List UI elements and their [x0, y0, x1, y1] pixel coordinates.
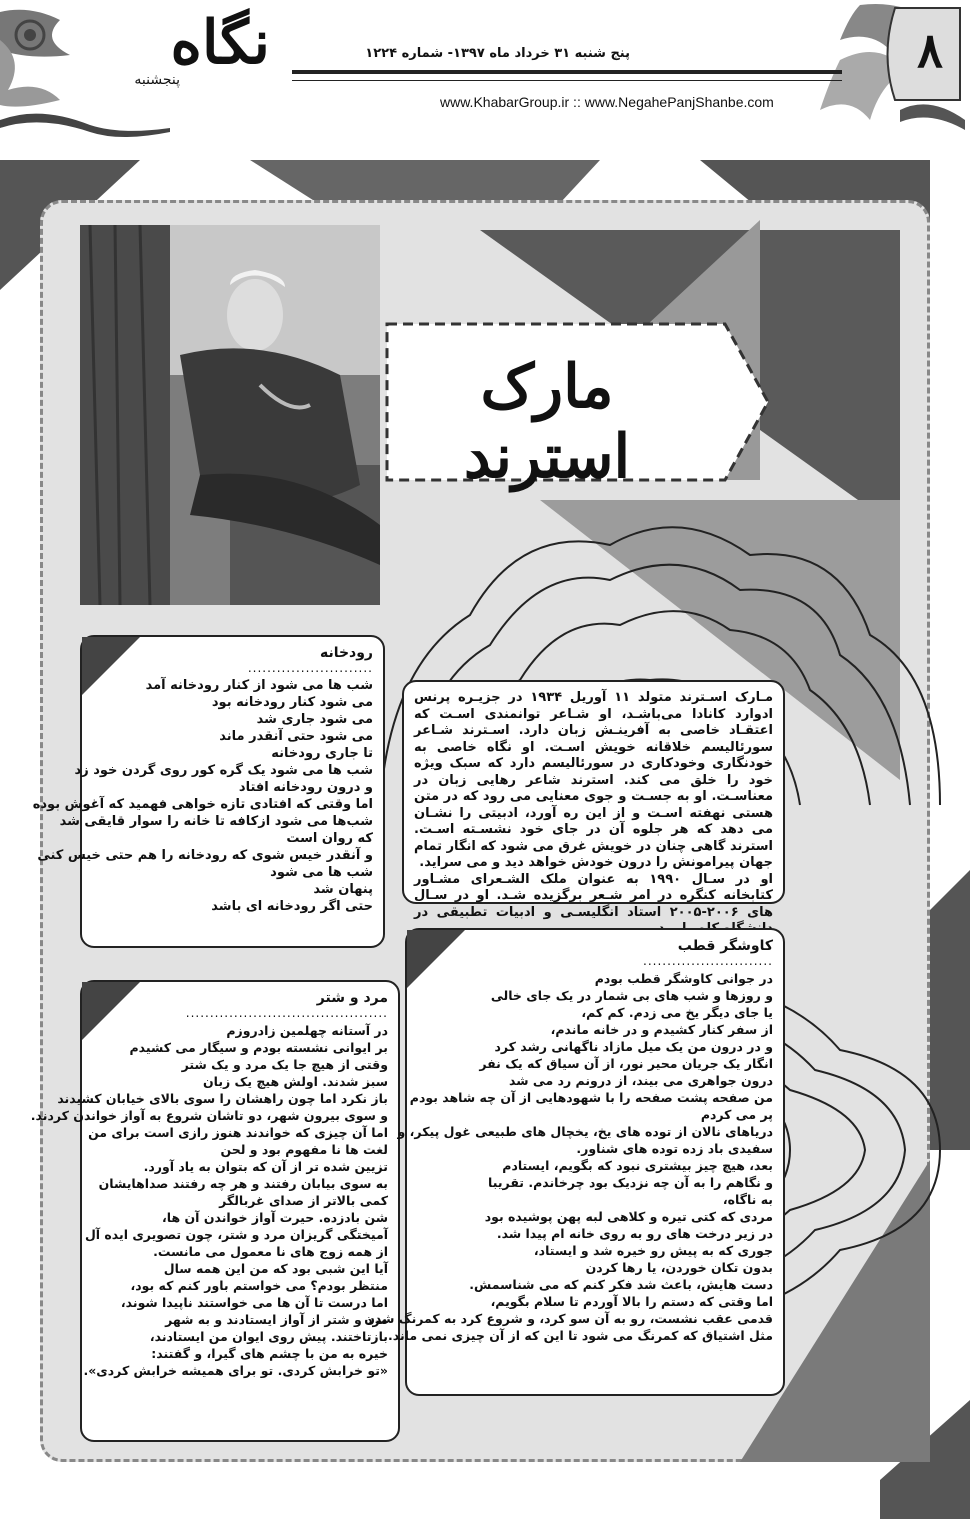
poem-line: شب ها می شود: [270, 865, 373, 880]
poem-line: شن بادزده. حیرت آواز خواندن آن ها،: [162, 1210, 388, 1225]
poem-line: و سوی بیرون شهر، دو تاشان شروع به آواز خواندن کردند.: [30, 1108, 388, 1123]
poem-line: و روزها و شب های بی شمار در یک جای خالی: [490, 988, 773, 1003]
header-rule: [292, 70, 842, 74]
corner-ornament: [407, 930, 467, 990]
poem-line: لغت ها نا مفهوم بود و لحن: [220, 1142, 388, 1157]
poem-divider: ...........................: [643, 954, 773, 968]
poem-line: بعد، هیچ چیز بیشتری نبود که بگویم، ایستادم: [502, 1158, 773, 1173]
poem-line: و درون رودخانه افتاد: [238, 780, 373, 795]
poem-line: به سوی بیابان رفتند و هر چه رفتند صداهایشان: [98, 1176, 388, 1191]
poem-line: باز نکرد اما چون راهشان را سوی بالای خیابان کشیدند: [57, 1091, 388, 1106]
poem-line: «تو خرابش کردی. تو برای همیشه خرابش کردی».: [83, 1363, 388, 1378]
poem-line: بازتاختند. پیش روی ایوان من ایستادند،: [149, 1329, 388, 1344]
poem-line: وقتی از هیچ جا یک مرد و یک شتر: [181, 1057, 388, 1072]
poem-box-river: [32, 635, 385, 948]
poem-line: و نگاهم را به آن چه نزدیک بود چرخاندم. تقریبا: [488, 1175, 773, 1190]
biography-box: [402, 680, 785, 920]
poem-line: پنهان شد: [313, 882, 373, 897]
poem-line: خیره به من با چشم های گیرا، و گفتند:: [151, 1346, 388, 1361]
poem-line: در زیر درخت های رو به روی خانه ام پیدا شد.: [496, 1226, 773, 1241]
poem-line: بر ایوانی نشسته بودم و سیگار می کشیدم: [129, 1040, 388, 1055]
article-title: مارک استرند: [463, 352, 631, 492]
poem-line: شب ها می شود از کنار رودخانه آمد: [145, 678, 373, 693]
bio-paragraph-2: او در سـال ۱۹۹۰ به عنوان ملک الشـعرای مشـاور کتابخانه کنگره در امر شـعر برگزیده شـد. او در سـال های ۲۰۰۶-۲۰۰۵ استاد انگلیسـی و ادبیات تطبیقی در: [414, 871, 773, 920]
bio-paragraph-1: مـارک اسـترند متولد ۱۱ آوریل ۱۹۳۴ در جزیـره پرنس ادوارد کانادا می‌باشـد، او شـاعر توانمندی اسـت که اعتقـاد خاصی به آفرینـش زبان دارد. اسـترند شـاعر سورئالیسم خلاقانه خویش اسـت. او نگاه خاصی به خودنگاری وخودکاری در سورئالیسم دارد که سبک ویژه خود را خلق می کند. استرند شاعر رهایی زبان در معناسـت. او به جسـت و جوی معنایی می رود که در متن هستی نهفته اسـت و از این ره آورد، ادبیتی را نشـان می دهد که هر جلوه آن در جای خود نشسـته اسـت. استرند گاهی چنان در خویش غرق می شود که انگار تمام جهان پیرامونش را درون خودش خواهد دید و می سراید.: [414, 690, 773, 870]
logo: نگاه: [170, 8, 270, 78]
poem-line: می شود حتی آنقدر ماند: [219, 729, 373, 744]
poem-line: از سفر کنار کشیدم و در خانه ماندم،: [550, 1022, 773, 1037]
poem-line: سفیدی باد زده توده های شناور.: [576, 1141, 773, 1156]
masthead: [0, 0, 970, 150]
poem-line: در آستانه چهلمین زادروزم: [226, 1023, 388, 1038]
poem-line: اما درست تا آن ها می خواستند ناپیدا شوند،: [120, 1295, 388, 1310]
corner-ornament: [82, 637, 142, 697]
corner-ornament: [82, 982, 142, 1042]
poem-box-man-and-camel: [30, 980, 400, 1442]
poem-line: در جوانی کاوشگر قطب بودم: [594, 971, 773, 986]
poem-line: اما وقتی که دستم را بالا آوردم تا سلام بگویم،: [490, 1294, 773, 1309]
poem-line: می شود جاری شد: [256, 712, 373, 727]
poem-line: پر می کردم: [700, 1107, 773, 1122]
poem-line: انگار یک جریان محیر نور، از آن سیاق که یک نفر: [479, 1056, 773, 1071]
poem-line: درون جواهری می بیند، از درونم رد می شد: [508, 1073, 773, 1088]
poem-line: شب ها می شود یک گره کور روی گردن خود زد: [74, 763, 373, 778]
poem-box-polar-explorer: [364, 928, 785, 1396]
poem-title: مرد و شتر: [316, 990, 388, 1006]
header-rule-thin: [292, 80, 842, 81]
poem-line: حتی اگر رودخانه ای باشد: [211, 899, 373, 914]
poem-line: دریاهای نالان از توده های یخ، یخچال های طبیعی غول پیکر، و: [397, 1124, 773, 1139]
poem-line: و در درون من یک میل مازاد ناگهانی رشد کرد: [494, 1039, 773, 1054]
poem-divider: ..........................: [247, 661, 373, 675]
poem-line: بدون تکان خوردن، یا رها کردن: [585, 1260, 773, 1275]
poem-line: مرد و شتر از آواز ایستادند و به شهر: [165, 1312, 388, 1327]
page-number: ۸: [917, 23, 943, 79]
poem-line: مثل اشتیاق که کمرنگ می شود تا این که از آن چیزی نمی ماند.: [388, 1328, 773, 1343]
poem-line: کمی بالاتر از صدای غربالگر: [219, 1193, 388, 1208]
poem-line: شب‌ها می شود ازکافه تا خانه را سوار قایقی شد: [59, 814, 373, 829]
poem-title: رودخانه: [319, 645, 373, 661]
portrait-photo: [80, 225, 380, 605]
poem-line: مردی که کتی تیره و کلاهی لبه پهن پوشیده بود: [484, 1209, 773, 1224]
poem-line: آمیختگی گریزان مرد و شتر، چون تصویری ایده آل: [84, 1227, 388, 1242]
poem-line: سبز شدند. اولش هیچ یک زبان: [202, 1074, 388, 1089]
poem-line: می شود کنار رودخانه بود: [211, 695, 373, 710]
issue-date: پنج شنبه ۳۱ خرداد ماه ۱۳۹۷- شماره ۱۲۲۴: [365, 46, 630, 61]
poem-line: من صفحه پشت صفحه را با شهودهایی از آن چه شاهد بودم: [409, 1090, 773, 1105]
poem-line: یا جای دیگر یخ می زدم. کم کم،: [581, 1005, 773, 1020]
poem-title: کاوشگر قطب: [677, 938, 773, 954]
poem-line: تا جاری رودخانه: [271, 746, 373, 761]
poem-divider: ..........................................: [185, 1006, 388, 1020]
poem-line: جوری که به پیش رو خیره شد و ایستاد،: [533, 1243, 773, 1258]
poem-line: قدمی عقب نشست، رو به آن سو کرد، و شروع کرد به کمرنگ شدن: [364, 1311, 773, 1326]
poem-line: اما وقتی که افتادی تازه خواهی فهمید که آغوش بوده: [32, 797, 373, 812]
poem-line: تزیین شده تر از آن که بتوان به یاد آورد.: [143, 1159, 388, 1174]
poem-line: اما آن چیزی که خواندند هنوز رازی است برای من: [88, 1125, 388, 1140]
website-links[interactable]: www.KhabarGroup.ir :: www.NegahePanjShanbe.com: [440, 94, 774, 110]
poem-line: از همه زوج های نا معمول می مانست.: [153, 1244, 388, 1259]
poem-line: که روان است: [286, 831, 373, 846]
poem-line: منتظر بودم؟ می خواستم باور کنم که بود،: [130, 1278, 388, 1293]
poem-line: آیا این شبی بود که من این همه سال: [163, 1261, 388, 1276]
poem-line: و آنقدر خیس شوی که رودخانه را هم حتی خیس کنی: [37, 848, 373, 863]
poem-line: به ناگاه،: [722, 1192, 773, 1207]
portrait-icon: [80, 225, 380, 605]
logo-subtitle: پنجشنبه: [134, 72, 180, 88]
poem-line: دست هایش، باعث شد فکر کنم که می شناسمش.: [469, 1277, 773, 1292]
